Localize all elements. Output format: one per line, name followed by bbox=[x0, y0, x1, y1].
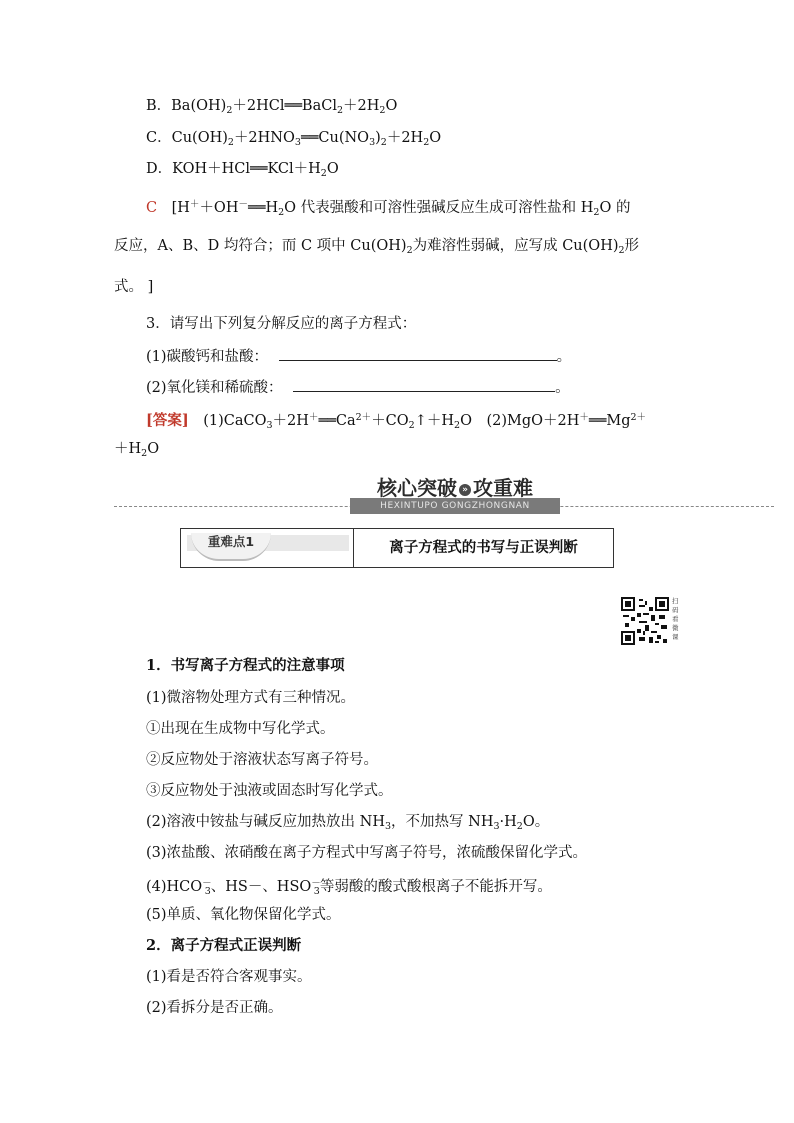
paragraph-6: (3)浓盐酸、浓硝酸在离子方程式中写离子符号，浓硫酸保留化学式。 bbox=[146, 845, 588, 861]
heading-1: 1．书写离子方程式的注意事项 bbox=[146, 657, 345, 674]
topic-label-cell bbox=[181, 529, 354, 567]
topic-box bbox=[180, 528, 614, 568]
paragraph-3: ②反应物处于溶液状态写离子符号。 bbox=[146, 752, 378, 768]
arrow-dot-icon: » bbox=[459, 484, 471, 496]
paragraph-5: (2)溶液中铵盐与碱反应加热放出 $NH_3$，不加热写 $NH_3\cdot H_2O$。 bbox=[146, 814, 550, 832]
topic-label: 重难点1 bbox=[191, 533, 271, 561]
banner-title: 核心突破 » 攻重难 bbox=[377, 476, 533, 500]
paragraph-9: (1)看是否符合客观事实。 bbox=[146, 969, 312, 985]
paragraph-2: ①出现在生成物中写化学式。 bbox=[146, 721, 335, 737]
topic-title: 离子方程式的书写与正误判断 bbox=[389, 539, 578, 556]
option-b: B．$Ba(OH)_2+2HCl══BaCl_2+2H_2O$ bbox=[146, 98, 398, 116]
paragraph-1: (1)微溶物处理方式有三种情况。 bbox=[146, 690, 356, 706]
paragraph-10: (2)看拆分是否正确。 bbox=[146, 1000, 283, 1016]
question-3-item-2: (2)氧化镁和稀硫酸： 。 bbox=[146, 377, 570, 398]
banner-subtitle: HEXINTUPO GONGZHONGNAN bbox=[350, 498, 560, 514]
answer-explanation-line3: 式。 ] bbox=[114, 279, 154, 295]
answer-3-line1: [答案] $(1)CaCO_3+2H^+══Ca^{2+}+CO_2↑+H_2O$ $(2)MgO+2H^+══Mg^{2+}$ bbox=[146, 412, 647, 431]
paragraph-7: $(4)HCO^-_3$、HS－、$HSO^-_3$等弱酸的酸式酸根离子不能拆开写。 bbox=[146, 878, 552, 897]
option-d: D．$KOH+HCl══KCl+H_2O$ bbox=[146, 161, 339, 179]
answer-explanation-line2: 反应，A、B、D 均符合；而 C 项中 $Cu(OH)_2$为难溶性弱碱，应写成 $Cu(OH)_2$形 bbox=[114, 238, 640, 256]
question-3-title: 3．请写出下列复分解反应的离子方程式： bbox=[146, 316, 417, 332]
paragraph-8: (5)单质、氧化物保留化学式。 bbox=[146, 907, 341, 923]
answer-tag: [答案] bbox=[146, 412, 189, 429]
section-banner bbox=[114, 476, 774, 516]
option-c: C．$Cu(OH)_2+2HNO_3══Cu(NO_3)_2+2H_2O$ bbox=[146, 130, 442, 148]
scan-hint: 扫码看微课 bbox=[672, 597, 679, 641]
answer-3-line2: $+H_2O$ bbox=[114, 441, 160, 459]
answer-explanation-line1: C [$H^++OH^-══H_2O$ 代表强酸和可溶性强碱反应生成可溶性盐和 $H_2O$ 的 bbox=[146, 199, 631, 218]
heading-2: 2．离子方程式正误判断 bbox=[146, 937, 302, 954]
question-3-item-1: (1)碳酸钙和盐酸： 。 bbox=[146, 346, 571, 367]
answer-blank-1[interactable] bbox=[279, 346, 557, 361]
paragraph-4: ③反应物处于浊液或固态时写化学式。 bbox=[146, 783, 393, 799]
answer-letter: C bbox=[146, 200, 158, 216]
qr-code-icon[interactable] bbox=[621, 597, 669, 645]
answer-blank-2[interactable] bbox=[293, 377, 555, 392]
